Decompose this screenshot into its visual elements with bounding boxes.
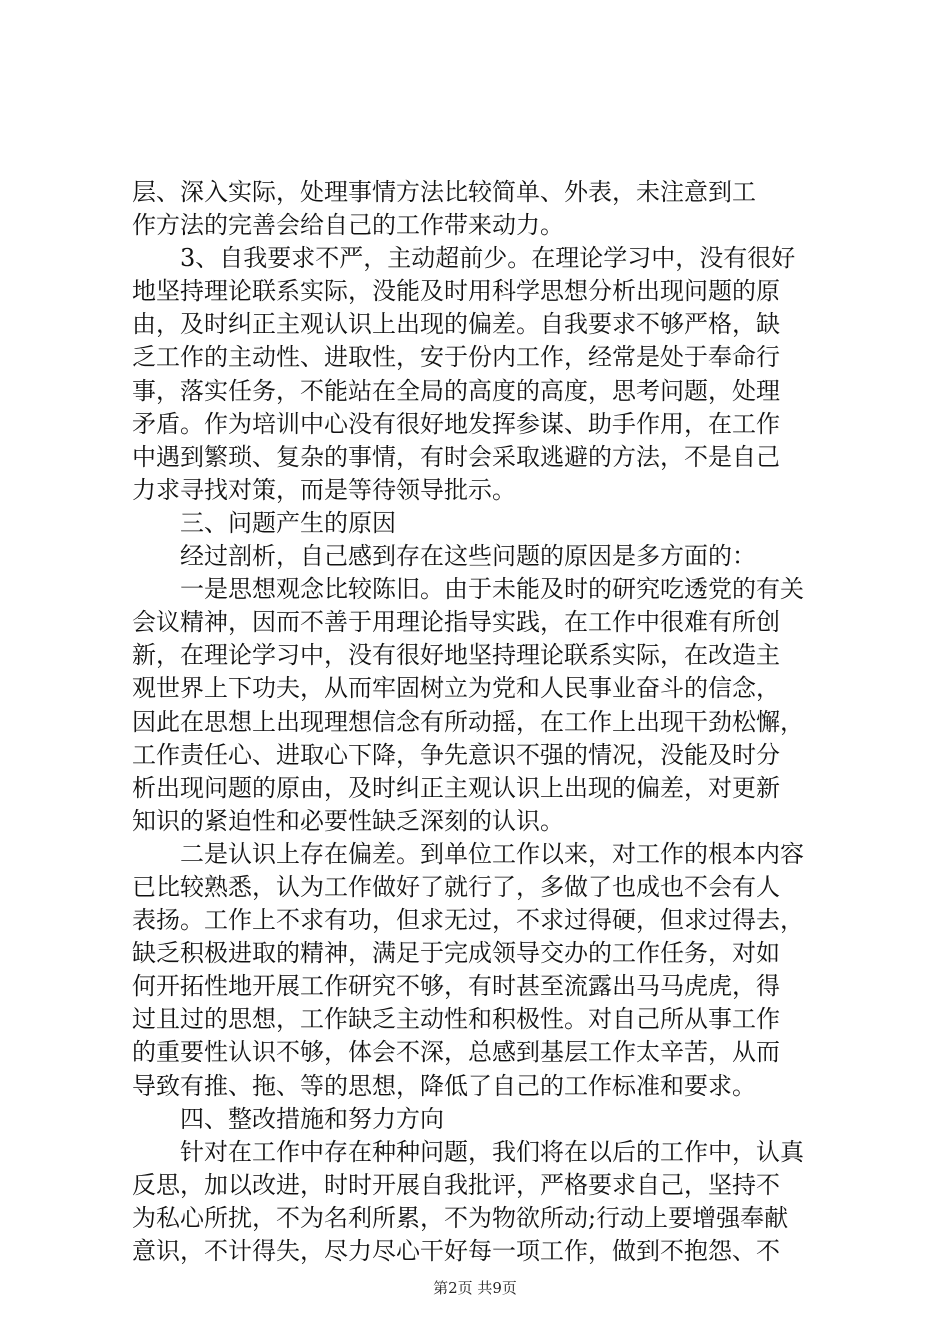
text-line: 表扬。工作上不求有功，但求无过，不求过得硬，但求过得去， [132,906,804,935]
text-line: 过且过的思想，工作缺乏主动性和积极性。对自己所从事工作 [132,1005,780,1034]
text-line: 矛盾。作为培训中心没有很好地发挥参谋、助手作用，在工作 [132,409,780,438]
text-line: 中遇到繁琐、复杂的事情，有时会采取逃避的方法，不是自己 [132,442,780,471]
text-line: 意识，不计得失，尽力尽心干好每一项工作，做到不抱怨、不 [132,1237,780,1265]
text-line: 何开拓性地开展工作研究不够，有时甚至流露出马马虎虎，得 [132,972,780,1001]
text-line: 地坚持理论联系实际，没能及时用科学思想分析出现问题的原 [132,277,780,306]
text-line: 反思，加以改进，时时开展自我批评，严格要求自己，坚持不 [132,1170,780,1199]
text-line: 因此在思想上出现理想信念有所动摇，在工作上出现干劲松懈， [132,707,804,736]
text-line: 观世界上下功夫，从而牢固树立为党和人民事业奋斗的信念， [132,674,780,703]
text-line: 作方法的完善会给自己的工作带来动力。 [132,211,564,240]
text-line: 事，落实任务，不能站在全局的高度的高度，思考问题，处理 [132,376,780,405]
text-line: 层、深入实际，处理事情方法比较简单、外表，未注意到工 [132,178,756,206]
text-line: 已比较熟悉，认为工作做好了就行了，多做了也成也不会有人 [132,872,780,901]
paragraph-start-line: 3、自我要求不严，主动超前少。在理论学习中，没有很好 [180,244,796,273]
section-heading: 三、问题产生的原因 [180,508,396,537]
text-line: 会议精神，因而不善于用理论指导实践，在工作中很难有所创 [132,608,780,637]
paragraph-start-line: 针对在工作中存在种种问题，我们将在以后的工作中，认真 [180,1137,804,1166]
text-line: 的重要性认识不够，体会不深，总感到基层工作太辛苦，从而 [132,1038,780,1067]
text-line: 由，及时纠正主观认识上出现的偏差。自我要求不够严格，缺 [132,310,780,339]
text-line: 析出现问题的原由，及时纠正主观认识上出现的偏差，对更新 [132,773,780,802]
document-body [132,176,832,1268]
paragraph-start-line: 二是认识上存在偏差。到单位工作以来，对工作的根本内容 [180,839,804,868]
text-line: 知识的紧迫性和必要性缺乏深刻的认识。 [132,806,564,835]
text-line: 导致有推、拖、等的思想，降低了自己的工作标准和要求。 [132,1071,756,1100]
text-line: 力求寻找对策，而是等待领导批示。 [132,475,516,504]
page-number-footer: 第2页 共9页 [433,1279,517,1297]
text-line: 新，在理论学习中，没有很好地坚持理论联系实际，在改造主 [132,641,780,670]
paragraph-start-line: 经过剖析，自己感到存在这些问题的原因是多方面的： [180,542,756,571]
section-heading: 四、整改措施和努力方向 [180,1104,444,1133]
text-line: 乏工作的主动性、进取性，安于份内工作，经常是处于奉命行 [132,343,780,372]
text-line: 缺乏积极进取的精神，满足于完成领导交办的工作任务，对如 [132,939,780,968]
text-line: 为私心所扰，不为名利所累，不为物欲所动;行动上要增强奉献 [132,1203,789,1232]
text-line: 工作责任心、进取心下降，争先意识不强的情况，没能及时分 [132,740,780,769]
paragraph-start-line: 一是思想观念比较陈旧。由于未能及时的研究吃透党的有关 [180,575,804,604]
